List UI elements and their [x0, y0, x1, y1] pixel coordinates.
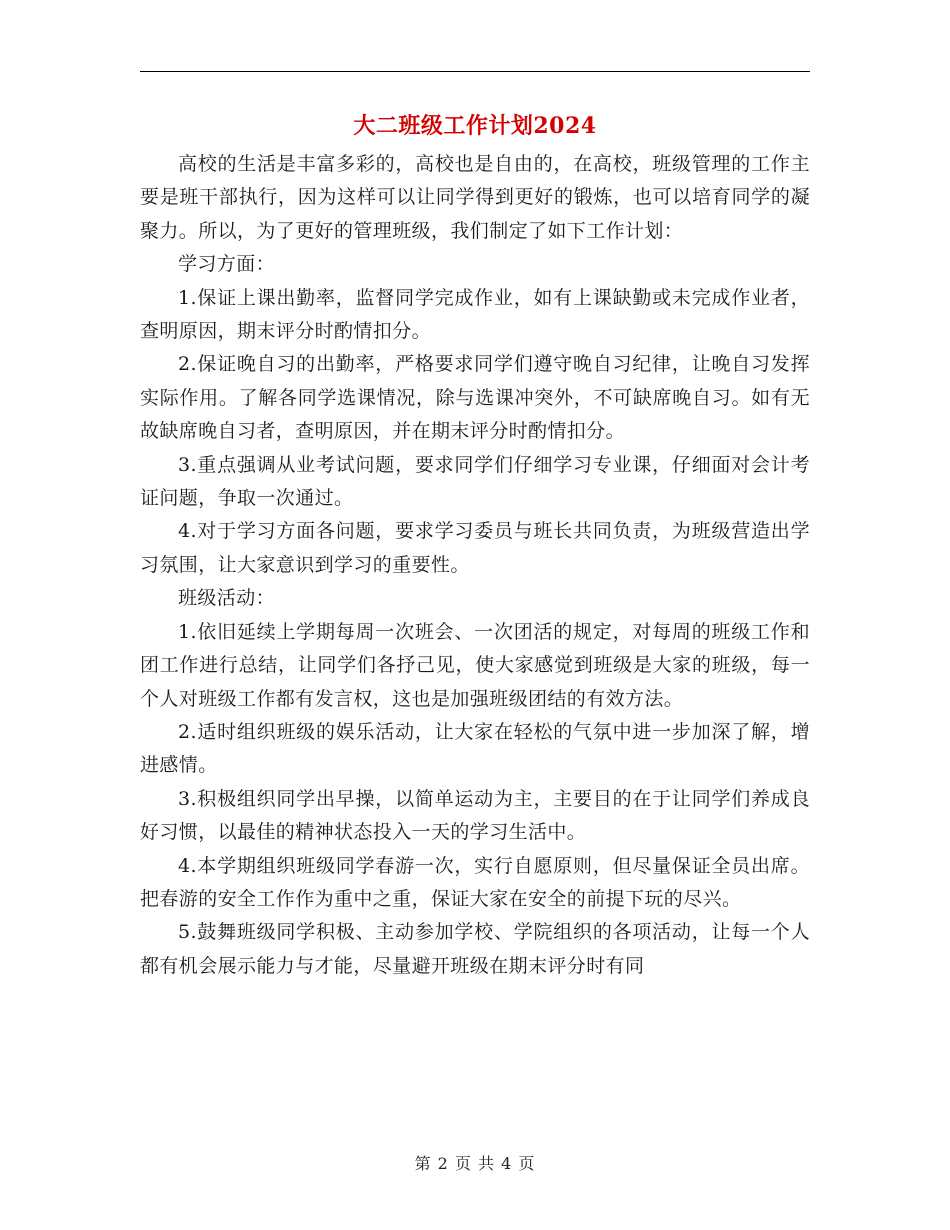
activity-item-2: 2.适时组织班级的娱乐活动，让大家在轻松的气氛中进一步加深了解，增进感情。: [140, 720, 810, 777]
section-heading-activities: 班级活动：: [178, 587, 276, 610]
document-body: [140, 148, 810, 983]
activity-item-4: 4.本学期组织班级同学春游一次，实行自愿原则，但尽量保证全员出席。把春游的安全工作作为重中之重，保证大家在安全的前提下玩的尽兴。: [140, 854, 810, 910]
study-item-3: 3.重点强调从业考试问题，要求同学们仔细学习专业课，仔细面对会计考证问题，争取一次通过。: [140, 453, 810, 510]
intro-paragraph: 高校的生活是丰富多彩的，高校也是自由的，在高校，班级管理的工作主要是班干部执行，因为这样可以让同学得到更好的锻炼，也可以培育同学的凝聚力。所以，为了更好的管理班级，我们制定了如下工作计划：: [140, 153, 810, 242]
activity-item-5: 5.鼓舞班级同学积极、主动参加学校、学院组织的各项活动，让每一个人都有机会展示能力与才能，尽量避开班级在期末评分时有同: [140, 921, 810, 977]
study-item-4: 4.对于学习方面各问题，要求学习委员与班长共同负责，为班级营造出学习氛围，让大家意识到学习的重要性。: [140, 520, 810, 576]
section-heading-study: 学习方面：: [178, 253, 276, 276]
study-item-1: 1.保证上课出勤率，监督同学完成作业，如有上课缺勤或未完成作业者，查明原因，期末评分时酌情扣分。: [140, 286, 810, 343]
document-title: 大二班级工作计划2024: [353, 113, 597, 139]
activity-item-3: 3.积极组织同学出早操，以简单运动为主，主要目的在于让同学们养成良好习惯，以最佳的精神状态投入一天的学习生活中。: [140, 787, 810, 844]
page-number-footer: 第 2 页 共 4 页: [414, 1154, 536, 1173]
activity-item-1: 1.依旧延续上学期每周一次班会、一次团活的规定，对每周的班级工作和团工作进行总结，让同学们各抒己见，使大家感觉到班级是大家的班级，每一个人对班级工作都有发言权，这也是加强班级团结的有效方法。: [140, 620, 810, 710]
header-rule: [140, 71, 810, 72]
study-item-2: 2.保证晚自习的出勤率，严格要求同学们遵守晚自习纪律，让晚自习发挥实际作用。了解各同学选课情况，除与选课冲突外，不可缺席晚自习。如有无故缺席晚自习者，查明原因，并在期末评分时酌情扣分。: [140, 353, 810, 443]
